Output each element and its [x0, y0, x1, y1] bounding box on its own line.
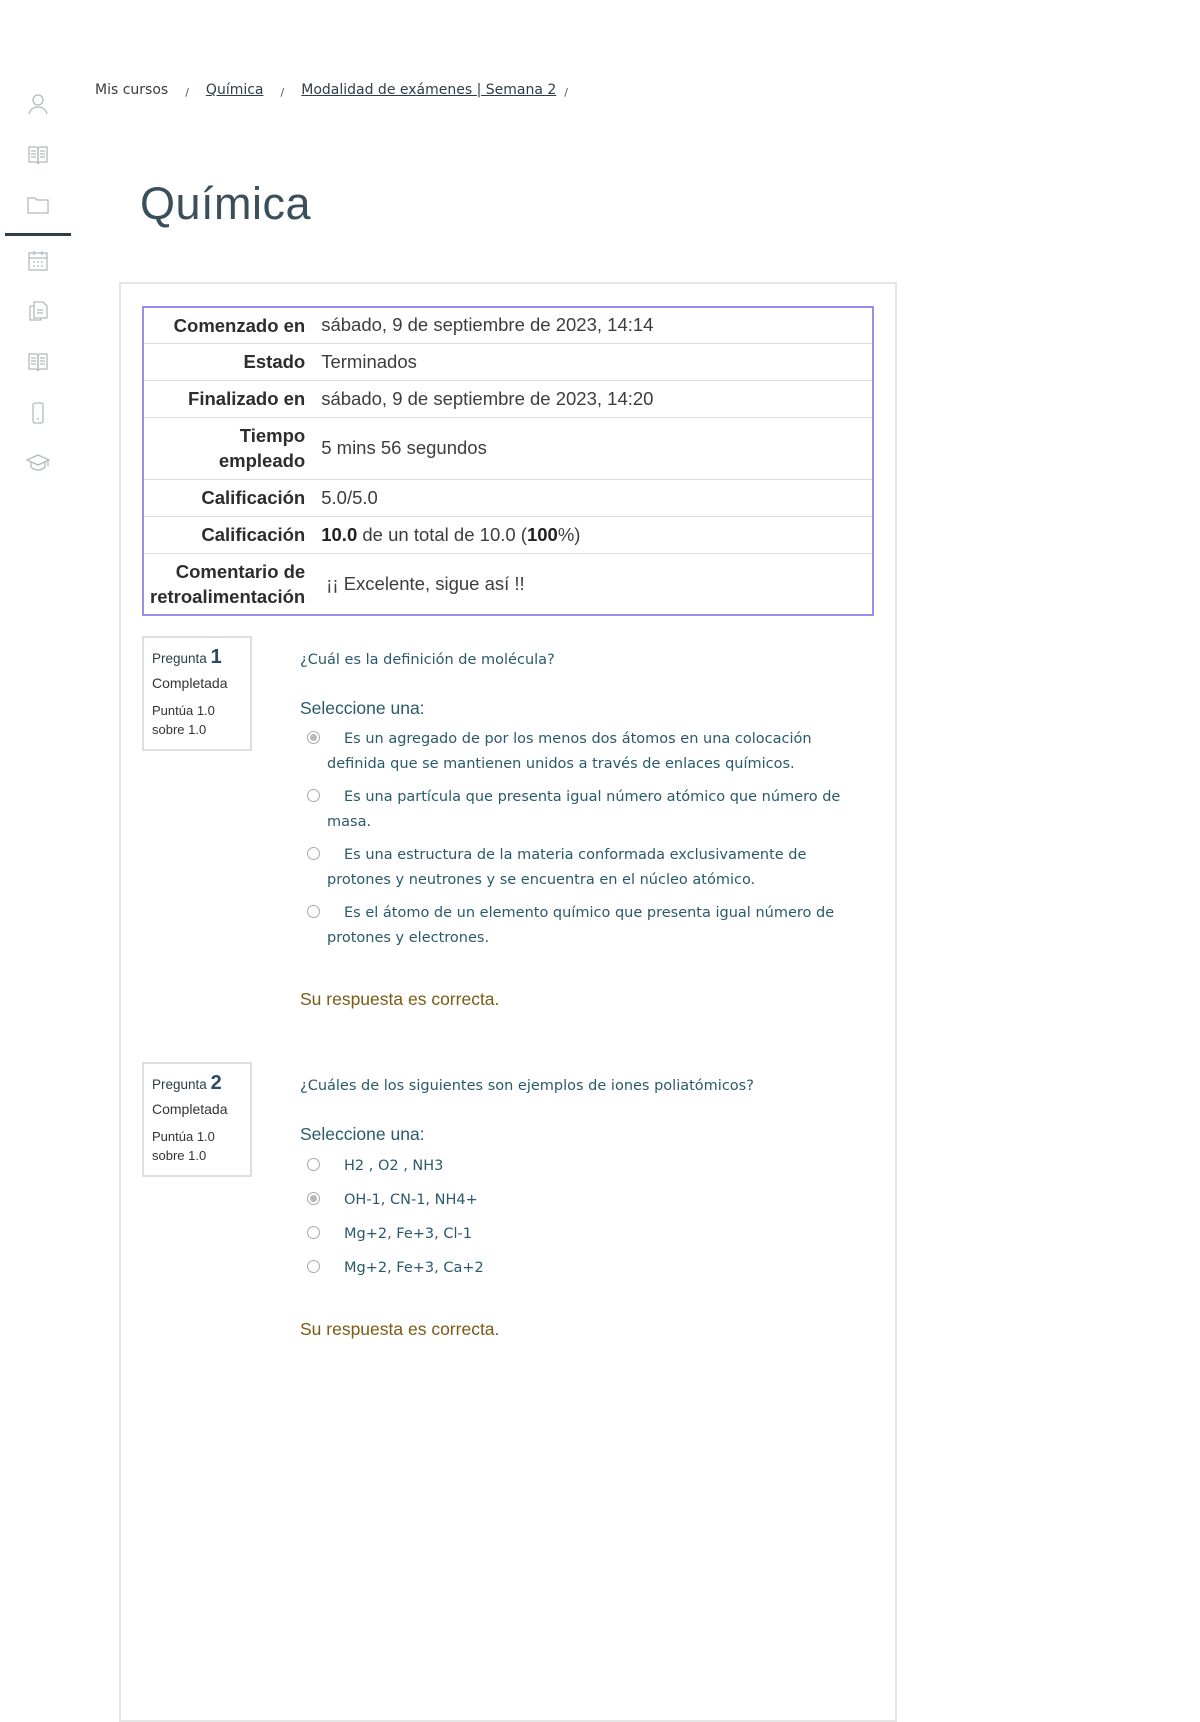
summary-value: 5 mins 56 segundos — [321, 417, 873, 479]
summary-value: sábado, 9 de septiembre de 2023, 14:20 — [321, 380, 873, 417]
question-grade: Puntúa 1.0 sobre 1.0 — [152, 703, 215, 737]
answer-option[interactable] — [304, 1154, 844, 1179]
answer-options — [304, 1154, 844, 1290]
summary-row — [143, 417, 873, 479]
option-label: OH-1, CN-1, NH4+ — [344, 1192, 478, 1208]
graduation-cap-icon[interactable] — [22, 447, 54, 479]
summary-label: Comenzado en — [173, 314, 306, 336]
breadcrumb-separator: / — [280, 85, 285, 99]
answer-option[interactable] — [304, 901, 844, 951]
summary-value — [321, 516, 873, 553]
answer-option[interactable] — [304, 727, 844, 777]
answer-option[interactable] — [304, 1188, 844, 1213]
radio-button[interactable] — [307, 1158, 320, 1171]
mobile-icon[interactable] — [22, 397, 54, 429]
question-grade: Puntúa 1.0 sobre 1.0 — [152, 1129, 215, 1163]
summary-row — [143, 343, 873, 380]
question-state: Completada — [152, 1101, 228, 1117]
radio-button[interactable] — [307, 1260, 320, 1273]
radio-button[interactable] — [307, 731, 320, 744]
option-label: Es un agregado de por los menos dos átomos en una colocación definida que se mantienen unidos a través de enlaces químicos. — [327, 731, 812, 772]
breadcrumb-item-mis-cursos[interactable]: Mis cursos — [95, 82, 169, 98]
summary-row — [143, 307, 873, 343]
folder-icon[interactable] — [22, 189, 54, 221]
question-text: ¿Cuáles de los siguientes son ejemplos de iones poliatómicos? — [300, 1078, 754, 1094]
option-label: Es el átomo de un elemento químico que presenta igual número de protones y electrones. — [327, 905, 835, 946]
summary-label: Calificación — [143, 516, 321, 553]
option-label: Mg+2, Fe+3, Ca+2 — [344, 1260, 484, 1276]
summary-value: 5.0/5.0 — [321, 479, 873, 516]
question-label: Pregunta — [152, 1077, 207, 1092]
question-number-value: 1 — [210, 646, 222, 668]
summary-row — [143, 479, 873, 516]
grade-percent: 100 — [526, 523, 558, 545]
breadcrumb-item-modalidad[interactable]: Modalidad de exámenes | Semana 2 — [301, 82, 557, 98]
user-icon[interactable] — [22, 88, 54, 120]
summary-row — [143, 380, 873, 417]
question-label: Pregunta — [152, 651, 207, 666]
summary-row — [143, 516, 873, 553]
option-label: Mg+2, Fe+3, Cl-1 — [344, 1226, 472, 1242]
radio-button[interactable] — [307, 847, 320, 860]
question-number-value: 2 — [210, 1072, 222, 1094]
summary-label: Finalizado en — [143, 380, 321, 417]
summary-label: Calificación — [143, 479, 321, 516]
attempt-summary-table — [142, 306, 874, 616]
book-icon[interactable] — [22, 346, 54, 378]
question-number — [152, 1072, 242, 1095]
radio-button[interactable] — [307, 789, 320, 802]
radio-button[interactable] — [307, 1192, 320, 1205]
left-nav-rail — [0, 0, 72, 1698]
question-text: ¿Cuál es la definición de molécula? — [300, 652, 555, 668]
answer-prompt: Seleccione una: — [300, 698, 425, 718]
answer-options — [304, 727, 844, 959]
breadcrumb-separator: / — [564, 85, 569, 99]
breadcrumb-item-quimica[interactable]: Química — [205, 82, 264, 98]
summary-label: Tiempo empleado — [143, 417, 321, 479]
breadcrumb — [95, 82, 585, 98]
answer-option[interactable] — [304, 785, 844, 835]
summary-value: Terminados — [321, 343, 873, 380]
calendar-icon[interactable] — [22, 245, 54, 277]
question-info-box — [142, 1062, 252, 1177]
option-label: H2 , O2 , NH3 — [344, 1158, 444, 1174]
grade-total-text: de un total de 10.0 ( — [357, 523, 527, 545]
page-title: Química — [140, 178, 312, 229]
option-label: Es una estructura de la materia conformada exclusivamente de protones y neutrones y se encuentra en el núcleo atómico. — [327, 847, 807, 888]
answer-option[interactable] — [304, 1222, 844, 1247]
answer-option[interactable] — [304, 843, 844, 893]
documents-icon[interactable] — [22, 295, 54, 327]
summary-label: Estado — [143, 343, 321, 380]
summary-value: sábado, 9 de septiembre de 2023, 14:14 — [321, 314, 654, 336]
option-label: Es una partícula que presenta igual número atómico que número de masa. — [327, 789, 841, 830]
grade-points: 10.0 — [321, 523, 358, 545]
summary-row — [143, 553, 873, 615]
breadcrumb-separator: / — [185, 85, 189, 99]
radio-button[interactable] — [307, 1226, 320, 1239]
question-state: Completada — [152, 675, 228, 691]
question-info-box — [142, 636, 252, 751]
question-feedback: Su respuesta es correcta. — [300, 989, 500, 1009]
answer-prompt: Seleccione una: — [300, 1124, 425, 1144]
answer-option[interactable] — [304, 1256, 844, 1281]
summary-label: Comentario de retroalimentación — [143, 553, 321, 615]
question-number — [152, 646, 242, 669]
book-icon[interactable] — [22, 139, 54, 171]
grade-percent-suffix: %) — [557, 523, 581, 545]
summary-value: ¡¡ Excelente, sigue así !! — [321, 553, 873, 615]
radio-button[interactable] — [307, 905, 320, 918]
active-indicator — [5, 233, 71, 236]
question-feedback: Su respuesta es correcta. — [300, 1319, 500, 1339]
